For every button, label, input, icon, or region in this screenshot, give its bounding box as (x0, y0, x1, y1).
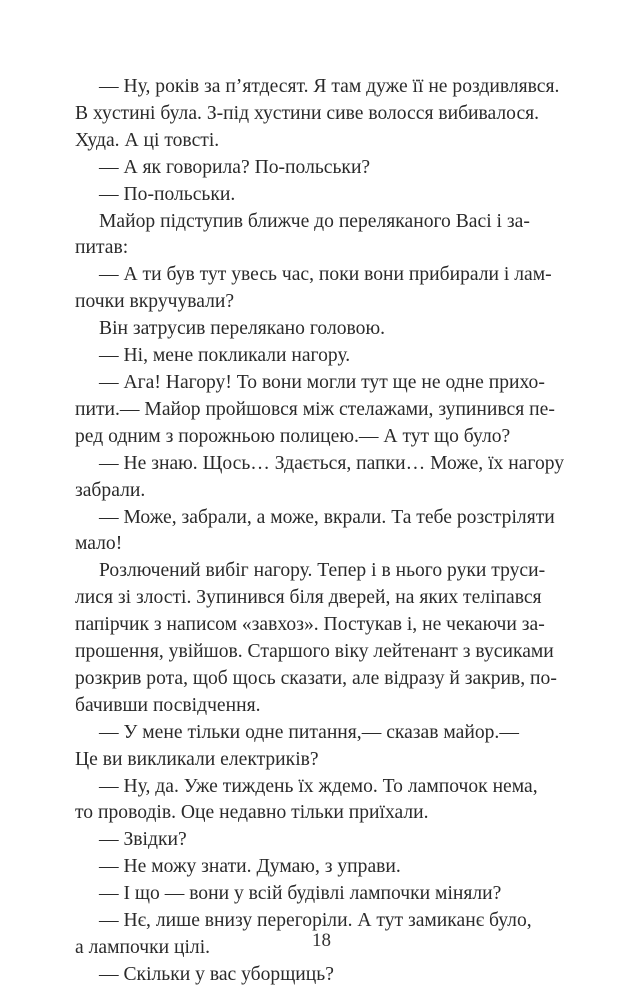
paragraph: Він затрусив перелякано головою. (99, 318, 385, 340)
paragraph: — Ну, років за п’ятдесят. Я там дуже її не роздивлявся. В хустині була. З-під хустини сиве волосся вибивалося. Худа. А ці товсті. (75, 76, 560, 151)
paragraph: — Звідки? (99, 829, 187, 851)
paragraph: — Скільки у вас уборщиць? (99, 963, 334, 985)
paragraph: — Ага! Нагору! То вони могли тут ще не одне прихо- пити.— Майор пройшовся між стелажами, зупинився пе- ред одним з порожньою полицею.— А тут що було? (75, 371, 555, 447)
paragraph: — Ну, да. Уже тиждень їх ждемо. То лампочок нема, то проводів. Оце недавно тільки приїхали. (75, 775, 538, 824)
paragraph: — А як говорила? По-польськи? (99, 156, 371, 178)
paragraph: — І що — вони у всій будівлі лампочки міняли? (99, 883, 502, 905)
paragraph: — По-польськи. (99, 183, 236, 205)
page-number: 18 (312, 930, 331, 951)
paragraph: — Не можу знати. Думаю, з управи. (99, 856, 401, 878)
paragraph: — У мене тільки одне питання,— сказав майор.— Це ви викликали електриків? (75, 721, 519, 770)
paragraph: — Ні, мене покликали нагору. (99, 345, 351, 367)
paragraph: — Може, забрали, а може, вкрали. Та тебе розстріляти мало! (75, 506, 555, 555)
paragraph: Розлючений вибіг нагору. Тепер і в нього руки труси- лися зі злості. Зупинився біля дверей, на яких теліпався папірчик з написом «завхоз». Постукав і, не чекаючи за- прошення, увійшов. Старшого віку лейтенант з вусиками розкрив рота, щоб щось сказати, але відразу й закрив, по- бачивши посвідчення. (75, 560, 557, 716)
paragraph: — А ти був тут увесь час, поки вони прибирали і лам- почки вкручували? (75, 264, 552, 313)
paragraph: — Не знаю. Щось… Здається, папки… Може, їх нагору забрали. (75, 452, 565, 501)
paragraph: — Нє, лише внизу перегоріли. А тут замиканє було, а лампочки цілі. (75, 910, 532, 958)
page-body (75, 74, 585, 989)
paragraph: Майор підступив ближче до переляканого Васі і за- питав: (75, 210, 530, 259)
